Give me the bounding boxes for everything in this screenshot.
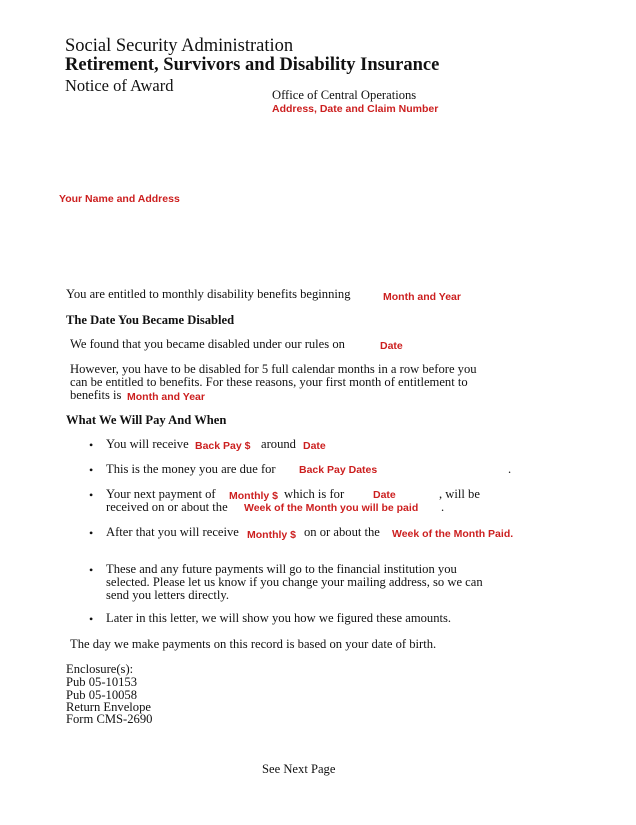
bullet-dot: • (89, 612, 94, 626)
entitlement-month-placeholder: Month and Year (127, 391, 205, 403)
bullet-dot: • (89, 463, 94, 477)
week-paid-placeholder: Week of the Month you will be paid (244, 502, 419, 514)
back-pay-date-placeholder: Date (303, 440, 326, 452)
b1-text-2: around (261, 437, 296, 451)
intro-month-placeholder: Month and Year (383, 291, 461, 303)
payment-day-text: The day we make payments on this record is based on your date of birth. (70, 637, 437, 651)
b4-text-2: on or about the (304, 525, 380, 539)
notice-type: Notice of Award (65, 76, 174, 95)
disabled-paragraph-line-2: can be entitled to benefits. For these reasons, your first month of entitlement to (70, 375, 468, 389)
next-payment-placeholder: Monthly $ (229, 490, 278, 502)
bullet-dot: • (89, 488, 94, 502)
b3-text-1: Your next payment of (106, 487, 216, 501)
b2-period: . (508, 462, 512, 476)
disabled-paragraph-line-3: benefits is (70, 388, 122, 402)
disabled-line: We found that you became disabled under our rules on (70, 337, 345, 351)
week-of-month-placeholder: Week of the Month Paid. (392, 528, 514, 540)
disabled-paragraph-line-1: However, you have to be disabled for 5 full calendar months in a row before you (70, 362, 477, 376)
enclosure-item: Return Envelope (66, 700, 151, 714)
bullet-dot: • (89, 526, 94, 540)
b1-text-1: You will receive (106, 437, 189, 451)
b5-line-2: selected. Please let us know if you change your mailing address, so we can (106, 575, 483, 589)
enclosure-item: Pub 05-10058 (66, 688, 138, 702)
bullet-dot: • (89, 563, 94, 577)
back-pay-dates-placeholder: Back Pay Dates (299, 464, 378, 476)
program-title: Retirement, Survivors and Disability Insurance (65, 55, 440, 75)
next-payment-date-placeholder: Date (373, 489, 396, 501)
b3-text-2: which is for (284, 487, 345, 501)
office-address-placeholder: Address, Date and Claim Number (272, 103, 439, 115)
b6-text: Later in this letter, we will show you how we figured these amounts. (106, 611, 452, 625)
b3-period: . (441, 500, 445, 514)
b5-line-1: These and any future payments will go to the financial institution you (106, 562, 457, 576)
pay-heading: What We Will Pay And When (66, 413, 227, 427)
back-pay-placeholder: Back Pay $ (195, 440, 251, 452)
b5-line-3: send you letters directly. (106, 588, 229, 602)
agency-name: Social Security Administration (65, 36, 294, 56)
b2-text: This is the money you are due for (106, 462, 276, 476)
disabled-date-placeholder: Date (380, 340, 403, 352)
enclosure-item: Pub 05-10153 (66, 675, 138, 689)
disabled-heading: The Date You Became Disabled (66, 313, 235, 327)
b3-line-2: received on or about the (106, 500, 228, 514)
recipient-placeholder: Your Name and Address (59, 193, 180, 205)
intro-text: You are entitled to monthly disability benefits beginning (66, 287, 351, 301)
b4-text-1: After that you will receive (106, 525, 239, 539)
office-name: Office of Central Operations (272, 88, 417, 102)
enclosure-item: Form CMS-2690 (66, 712, 153, 726)
see-next-page: See Next Page (262, 762, 336, 776)
b3-text-3: , will be (439, 487, 480, 501)
monthly-amount-placeholder: Monthly $ (247, 529, 296, 541)
enclosures-label: Enclosure(s): (66, 662, 134, 676)
bullet-dot: • (89, 438, 94, 452)
